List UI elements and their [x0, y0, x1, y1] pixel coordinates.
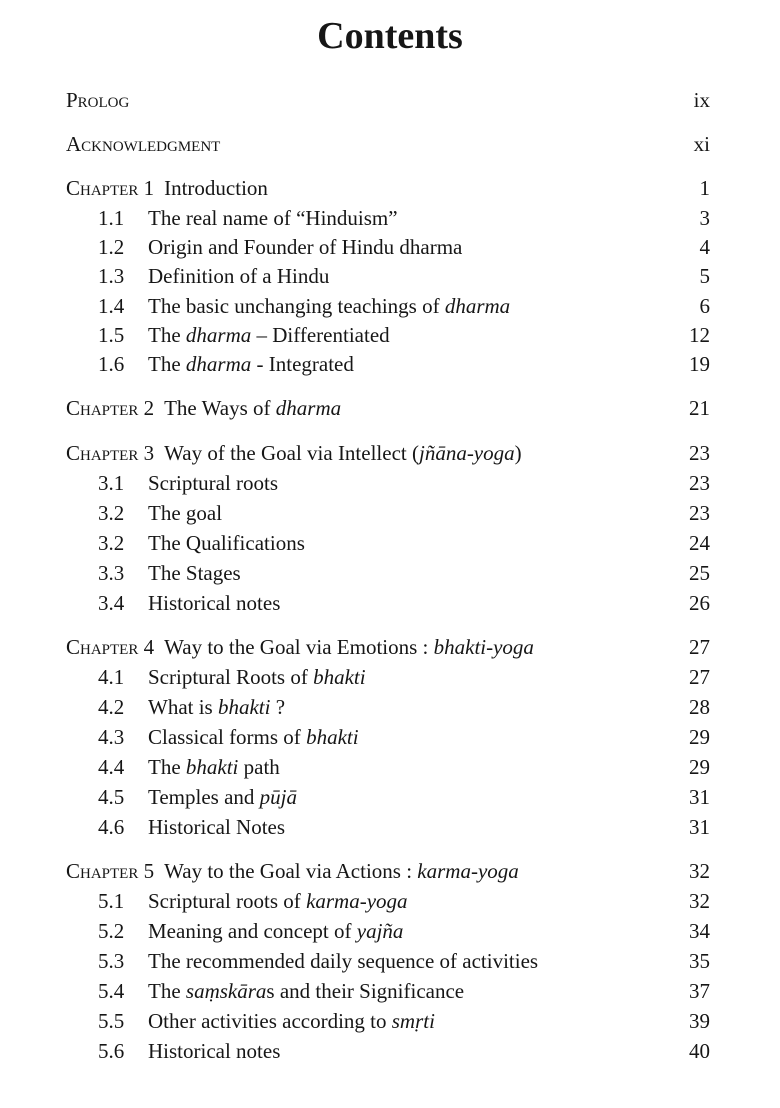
section-number: 4.4 [98, 755, 125, 779]
page-number: 26 [689, 591, 710, 615]
section-title [148, 755, 689, 780]
toc-entry-label: Prolog [66, 88, 130, 112]
page-number: 27 [689, 635, 710, 659]
section-number: 4.5 [98, 785, 125, 809]
section-title [148, 294, 700, 319]
section-title: Historical Notes [148, 815, 286, 839]
section-title: The real name of “Hinduism” [148, 206, 398, 230]
chapter-title: Introduction [164, 176, 268, 200]
section-title: Scriptural roots [148, 471, 279, 495]
page-number: 29 [689, 755, 710, 779]
page-number: 28 [689, 695, 710, 719]
toc-section[interactable] [98, 949, 710, 977]
chapter-title-emphasis: jñāna-yoga [418, 441, 515, 465]
section-title: Historical notes [148, 1039, 281, 1063]
section-number: 1.3 [98, 264, 125, 288]
toc-section[interactable] [98, 235, 710, 263]
title-emphasis: smṛti [391, 1009, 435, 1033]
title-emphasis: dharma [185, 352, 252, 376]
page-number: 1 [699, 176, 710, 200]
page-number: 32 [689, 859, 710, 883]
toc-section[interactable] [98, 665, 710, 693]
toc-section[interactable] [98, 889, 710, 917]
page-number: 37 [689, 979, 710, 1003]
chapter-title-emphasis: bhakti-yoga [433, 635, 534, 659]
title-part: What is [148, 695, 218, 719]
page-number: 32 [689, 889, 710, 913]
section-title [148, 725, 689, 750]
chapter-label: Chapter 2 [66, 396, 155, 420]
section-title: Origin and Founder of Hindu dharma [148, 235, 463, 259]
toc-entry-label: Acknowledgment [66, 132, 221, 156]
toc-section[interactable] [98, 206, 710, 234]
page-number: 34 [689, 919, 710, 943]
section-number: 5.4 [98, 979, 125, 1003]
section-title: The goal [148, 501, 223, 525]
toc-section[interactable] [98, 755, 710, 783]
title-part: The basic unchanging teachings of [148, 294, 445, 318]
title-emphasis: dharma [444, 294, 511, 318]
page-number: 31 [689, 815, 710, 839]
section-number: 1.6 [98, 352, 125, 376]
section-title: The Qualifications [148, 531, 305, 555]
toc-section[interactable] [98, 815, 710, 843]
title-part: Other activities according to [148, 1009, 392, 1033]
page-number: 12 [689, 323, 710, 347]
page-number: xi [693, 132, 710, 156]
chapter-label: Chapter 5 [66, 859, 155, 883]
page-number: 25 [689, 561, 710, 585]
section-title: The recommended daily sequence of activities [148, 949, 539, 973]
section-number: 1.2 [98, 235, 125, 259]
page-number: 29 [689, 725, 710, 749]
toc-section[interactable] [98, 591, 710, 619]
page-number: 23 [689, 441, 710, 465]
section-title [148, 919, 689, 944]
title-emphasis: saṃskāra [185, 979, 267, 1003]
toc-section[interactable] [98, 352, 710, 380]
chapter-label: Chapter 1 [66, 176, 155, 200]
page-number: 4 [699, 235, 710, 259]
title-part: ? [270, 695, 286, 719]
section-title: Historical notes [148, 591, 281, 615]
page-number: 27 [689, 665, 710, 689]
title-part: Temples and [148, 785, 260, 809]
section-number: 1.4 [98, 294, 125, 318]
title-part: Classical forms of [148, 725, 307, 749]
page-title: Contents [317, 15, 463, 57]
page-number: 35 [689, 949, 710, 973]
chapter-title-part: The Ways of [164, 396, 276, 420]
title-part: s and their Significance [266, 979, 465, 1003]
title-emphasis: dharma [185, 323, 252, 347]
toc-section[interactable] [98, 1039, 710, 1067]
title-emphasis: karma-yoga [306, 889, 408, 913]
chapter-title-part: ) [514, 441, 522, 465]
title-emphasis: bhakti [185, 755, 239, 779]
title-emphasis: pūjā [259, 785, 298, 809]
section-title [148, 785, 689, 810]
title-emphasis: yajña [356, 919, 404, 943]
title-part: Meaning and concept of [148, 919, 357, 943]
page-number: 21 [689, 396, 710, 420]
title-part: The [148, 755, 186, 779]
section-title [148, 695, 689, 720]
title-part: – Differentiated [251, 323, 390, 347]
section-number: 3.2 [98, 501, 125, 525]
title-part: Scriptural roots of [148, 889, 307, 913]
toc-chapter-1[interactable] [66, 176, 710, 204]
title-emphasis: bhakti [313, 665, 366, 689]
page-number: 6 [699, 294, 710, 318]
chapter-title-part: Way of the Goal via Intellect ( [164, 441, 419, 465]
toc-section[interactable] [98, 501, 710, 529]
section-number: 5.5 [98, 1009, 125, 1033]
toc-section[interactable] [98, 294, 710, 322]
section-number: 3.2 [98, 531, 125, 555]
section-title [148, 665, 689, 690]
section-title [148, 979, 689, 1004]
page-number: 3 [699, 206, 710, 230]
chapter-label: Chapter 4 [66, 635, 155, 659]
toc-section[interactable] [98, 785, 710, 813]
toc-section[interactable] [98, 919, 710, 947]
page-number: 40 [689, 1039, 710, 1063]
toc-section[interactable] [98, 471, 710, 499]
section-number: 5.2 [98, 919, 125, 943]
toc-section[interactable] [98, 725, 710, 753]
toc-chapter-2[interactable] [66, 396, 710, 424]
toc-section[interactable] [98, 695, 710, 723]
title-part: The [148, 979, 186, 1003]
page-number: ix [693, 88, 710, 112]
section-title: Definition of a Hindu [148, 264, 330, 288]
toc-chapter-3[interactable] [66, 441, 710, 469]
section-number: 5.3 [98, 949, 125, 973]
section-number: 4.3 [98, 725, 125, 749]
section-number: 5.6 [98, 1039, 125, 1063]
title-part: - Integrated [251, 352, 354, 376]
toc-section[interactable] [98, 561, 710, 589]
section-title: The Stages [148, 561, 241, 585]
title-emphasis: bhakti [306, 725, 359, 749]
page-number: 31 [689, 785, 710, 809]
section-title [148, 1009, 689, 1034]
toc-entry-acknowledgment[interactable] [66, 132, 710, 160]
section-number: 1.5 [98, 323, 125, 347]
toc-section[interactable] [98, 531, 710, 559]
chapter-label: Chapter 3 [66, 441, 155, 465]
toc-chapter-4[interactable] [66, 635, 710, 663]
chapter-title-part: Way to the Goal via Emotions : [164, 635, 434, 659]
title-part: The [148, 323, 186, 347]
section-number: 4.2 [98, 695, 125, 719]
page-number: 24 [689, 531, 710, 555]
section-title [148, 889, 689, 914]
toc-entry-prolog[interactable] [66, 88, 710, 116]
title-part: The [148, 352, 186, 376]
chapter-title-emphasis: karma-yoga [417, 859, 519, 883]
section-number: 3.3 [98, 561, 125, 585]
section-number: 1.1 [98, 206, 125, 230]
section-title [148, 323, 689, 348]
page-number: 23 [689, 471, 710, 495]
page-number: 5 [699, 264, 710, 288]
title-emphasis: bhakti [217, 695, 271, 719]
title-part: path [238, 755, 280, 779]
section-number: 4.6 [98, 815, 125, 839]
toc-section[interactable] [98, 1009, 710, 1037]
page-number: 19 [689, 352, 710, 376]
page-number: 23 [689, 501, 710, 525]
title-part: Scriptural Roots of [148, 665, 314, 689]
toc-section[interactable] [98, 979, 710, 1007]
section-number: 3.4 [98, 591, 125, 615]
section-number: 3.1 [98, 471, 125, 495]
section-number: 4.1 [98, 665, 125, 689]
page-number: 39 [689, 1009, 710, 1033]
chapter-title-emphasis: dharma [275, 396, 342, 420]
section-number: 5.1 [98, 889, 125, 913]
toc-section[interactable] [98, 323, 710, 351]
chapter-title-part: Way to the Goal via Actions : [164, 859, 418, 883]
toc-section[interactable] [98, 264, 710, 292]
section-title [148, 352, 689, 377]
toc-chapter-5[interactable] [66, 859, 710, 887]
